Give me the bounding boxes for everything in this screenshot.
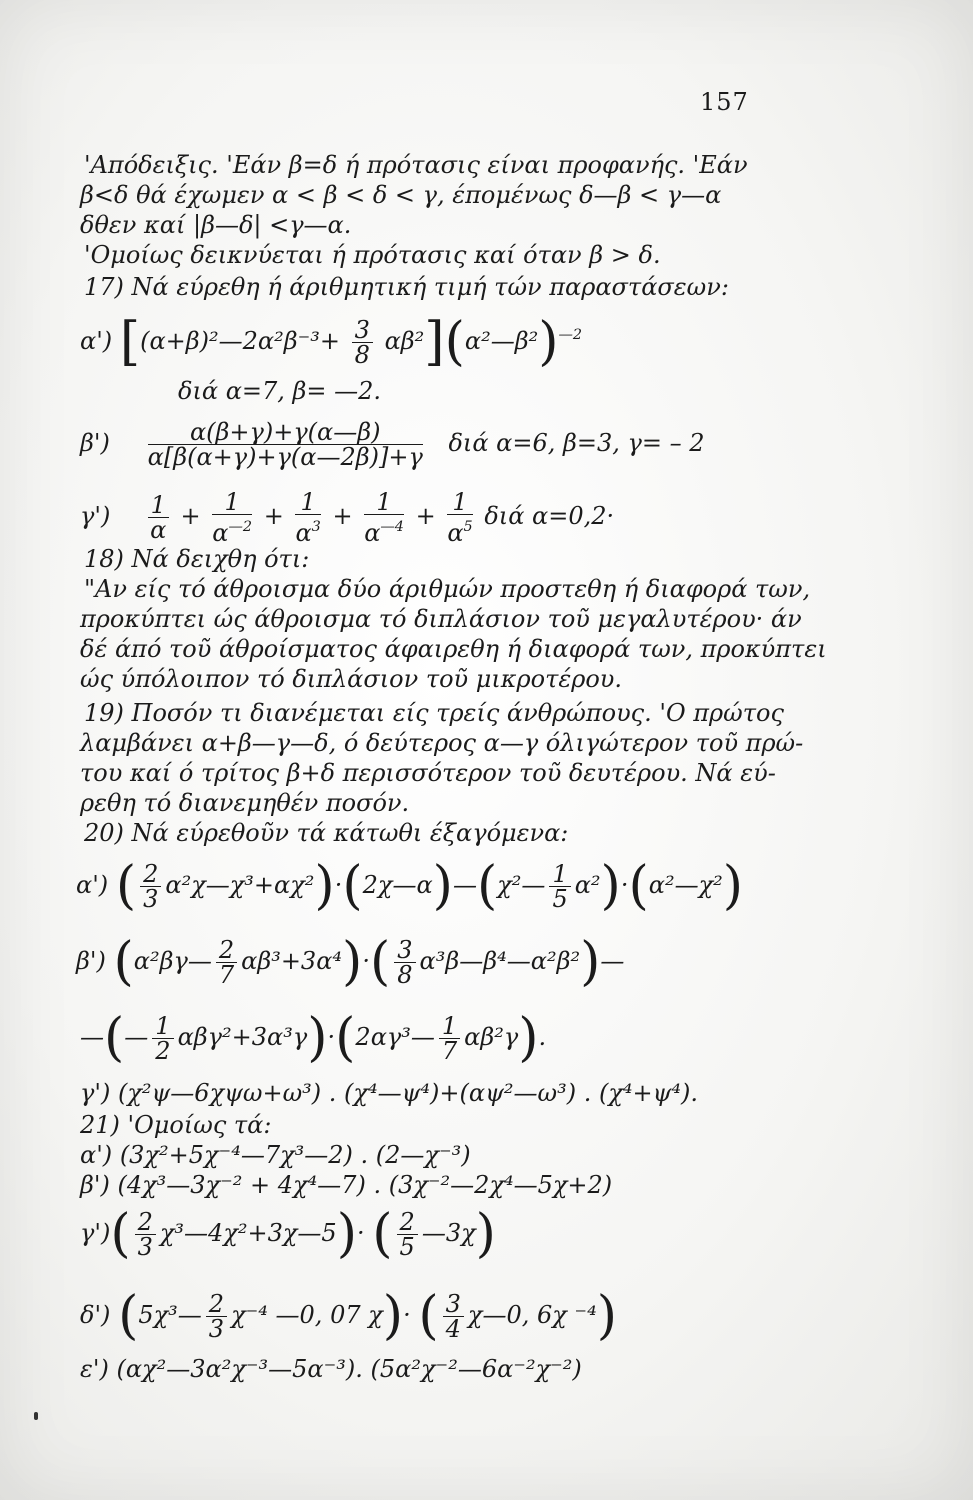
scan-speck [34, 1412, 38, 1420]
proof-line-1: 'Απόδειξις. 'Εάν β=δ ή πρότασις είναι προφανής. 'Εάν [84, 151, 748, 179]
proof-line-2: β<δ θά έχωμεν α < β < δ < γ, έπομένως δ—β < γ—α [80, 181, 722, 209]
exercise-17b-condition: διά α=6, β=3, γ= – 2 [448, 429, 705, 457]
exercise-21a: α') (3χ²+5χ⁻⁴—7χ³—2) . (2—χ⁻³) [80, 1141, 471, 1169]
exercise-17a-label: α') [80, 327, 113, 355]
exercise-21e: ε') (αχ²—3α²χ⁻³—5α⁻³). (5α²χ⁻²—6α⁻²χ⁻²) [80, 1355, 582, 1383]
exercise-21g: γ')( $\frac{2}{3}$ χ³—4χ²+3χ—5)· ( $\frac{2}{5}$ —3χ) [80, 1204, 496, 1264]
exercise-17a-condition: διά α=7, β= —2. [178, 377, 382, 405]
exercise-17a-exponent: —2 [558, 327, 583, 343]
exercise-19-text-1: 19) Ποσόν τι διανέμεται είς τρείς άνθρώπους. 'Ο πρώτος [84, 699, 784, 727]
exercise-17a-right: αβ² [384, 327, 425, 355]
exercise-20a: α') ( $\frac{2}{3}$ α²χ—χ³+αχ²)·(2χ—α)—(χ²— $\frac{1}{5}$ α²)·(α²—χ²) [76, 856, 744, 916]
exercise-17-heading: 17) Νά εύρεθη ή άριθμητική τιμή τών παραστάσεων: [84, 273, 729, 301]
exercise-18-text-2: προκύπτει ώς άθροισμα τό διπλάσιον τοῦ μεγαλυτέρου· άν [80, 605, 802, 633]
page-number: 157 [700, 88, 749, 116]
exercise-17c: γ') $\frac{1}{\alpha}$ + $\frac{1}{\alpha^{—2}}$ + $\frac{1}{\alpha^3}$ + $\frac{1}{\alpha^{—4}}$ + $\frac{1}{\alpha^5}$ διά α=0,2· [80, 488, 615, 547]
exercise-17a: α') [(α+β)²—2α²β⁻³+ $\frac{3}{8}$ αβ²](α²—β²)$^{—2}$ [80, 312, 583, 372]
exercise-18-heading: 18) Νά δειχθη ότι: [84, 545, 310, 573]
exercise-17a-paren: α²—β² [464, 327, 539, 355]
exercise-19-text-3: του καί ό τρίτος β+δ περισσότερον τοῦ δευτέρου. Νά εύ- [80, 759, 776, 787]
exercise-17a-left: (α+β)²—2α²β⁻³+ [140, 327, 341, 355]
exercise-20b-continued: —(— $\frac{1}{2}$ αβγ²+3α³γ)·(2αγ³— $\frac{1}{7}$ αβ²γ). [80, 1008, 547, 1068]
exercise-17c-condition: διά α=0,2· [484, 502, 615, 530]
exercise-19-text-2: λαμβάνει α+β—γ—δ, ό δεύτερος α—γ όλιγώτερον τοῦ πρώ- [80, 729, 804, 757]
exercise-18-text-4: ώς ύπόλοιπον τό διπλάσιον τοῦ μικροτέρου. [80, 665, 623, 693]
exercise-20-heading: 20) Νά εύρεθοῦν τά κάτωθι έξαγόμενα: [84, 819, 569, 847]
exercise-17a-fraction: $\frac{3}{8}$ [352, 318, 373, 367]
proof-line-3: δθεν καί |β—δ| <γ—α. [80, 211, 352, 239]
exercise-18-text-1: "Αν είς τό άθροισμα δύο άριθμών προστεθη ή διαφορά των, [84, 575, 811, 603]
exercise-20b: β') (α²βγ— $\frac{2}{7}$ αβ³+3α⁴)·( $\frac{3}{8}$ α³β—β⁴—α²β²)— [76, 932, 625, 992]
exercise-20g: γ') (χ²ψ—6χψω+ω³) . (χ⁴—ψ⁴)+(αψ²—ω³) . (χ⁴+ψ⁴). [80, 1079, 699, 1107]
exercise-21b: β') (4χ³—3χ⁻² + 4χ⁴—7) . (3χ⁻²—2χ⁴—5χ+2) [80, 1171, 613, 1199]
exercise-21d: δ') (5χ³— $\frac{2}{3}$ χ⁻⁴ —0, 07 χ)· ( $\frac{3}{4}$ χ—0, 6χ ⁻⁴) [80, 1286, 618, 1346]
exercise-17b: β') $\frac{\alpha(\beta+\gamma)+\gamma(\alpha—\beta)}{\alpha[\beta(\alpha+\gamma)+\gamma(\alpha—2\beta)]+\gamma}$ διά α=6, β=3, γ= – 2 [80, 418, 705, 471]
proof-line-4: 'Ομοίως δεικνύεται ή πρότασις καί όταν β > δ. [84, 241, 661, 269]
exercise-21-heading: 21) 'Ομοίως τά: [80, 1111, 272, 1139]
exercise-18-text-3: δέ άπό τοῦ άθροίσματος άφαιρεθη ή διαφορά των, προκύπτει [80, 635, 827, 663]
exercise-17b-fraction: $\frac{\alpha(\beta+\gamma)+\gamma(\alpha—\beta)}{\alpha[\beta(\alpha+\gamma)+\gamma(\alpha—2\beta)]+\gamma}$ [147, 418, 423, 471]
exercise-19-text-4: ρεθη τό διανεμηθέν ποσόν. [80, 789, 410, 817]
